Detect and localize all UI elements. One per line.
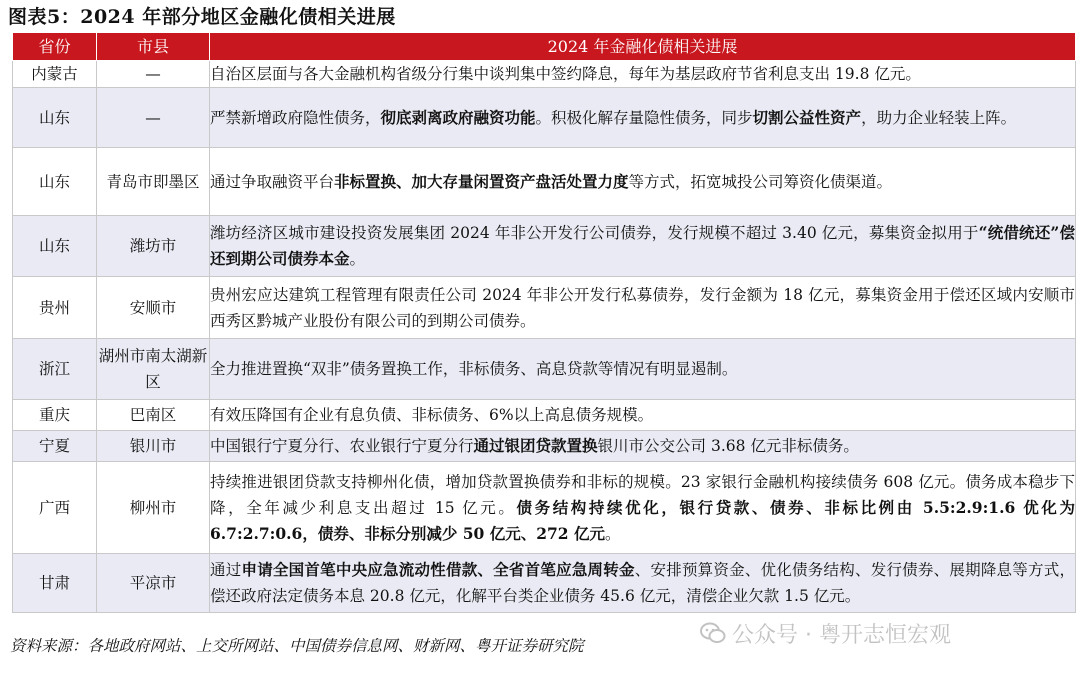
body-text: 全力推进置换“双非”债务置换工作，非标债务、高息贷款等情况有明显遏制。	[210, 360, 738, 378]
row-city: —	[97, 61, 210, 88]
row-province: 广西	[13, 462, 97, 554]
row-city: —	[97, 88, 210, 148]
emphasis-text: 债务结构持续优化，银行贷款、债券、非标比例由 5.5:2.9:1.6 优化为 6.7:2.7:0.6，债券、非标分别减少 50 亿元、272 亿元	[210, 497, 1075, 543]
emphasis-text: 切割公益性资产	[752, 107, 862, 127]
body-text: 。积极化解存量隐性债务，同步	[535, 108, 753, 127]
table-row	[13, 400, 1076, 431]
body-text: 贵州宏应达建筑工程管理有限责任公司 2024 年非公开发行私募债券，发行金额为 18 亿元，募集资金用于偿还区域内安顺市西秀区黔城产业股份有限公司的到期公司债券。	[210, 285, 1075, 330]
row-progress	[210, 61, 1076, 88]
body-text: 。	[604, 524, 621, 543]
row-city: 潍坊市	[97, 216, 210, 277]
body-text: 等方式，拓宽城投公司筹资化债渠道。	[628, 172, 893, 191]
body-text: 。	[349, 250, 366, 268]
row-progress	[210, 462, 1076, 554]
row-progress	[210, 277, 1076, 339]
row-province: 宁夏	[13, 431, 97, 462]
row-city: 湖州市南太湖新区	[97, 339, 210, 400]
table-row	[13, 277, 1076, 339]
body-text: 中国银行宁夏分行、农业银行宁夏分行	[210, 437, 474, 455]
body-text: 潍坊经济区城市建设投资发展集团 2024 年非公开发行公司债券，发行规模不超过 3.40 亿元，募集资金拟用于	[210, 224, 979, 242]
table-row	[13, 148, 1076, 216]
emphasis-text: 通过银团贷款置换	[473, 436, 598, 455]
row-province: 山东	[13, 88, 97, 148]
table-header-row	[13, 33, 1076, 61]
table-row	[13, 431, 1076, 462]
row-progress	[210, 88, 1076, 148]
row-progress	[210, 339, 1076, 400]
figure-title: 图表5：2024 年部分地区金融化债相关进展	[8, 6, 396, 28]
header-progress: 2024 年金融化债相关进展	[210, 33, 1076, 61]
row-progress	[210, 400, 1076, 431]
row-city: 安顺市	[97, 277, 210, 339]
row-province: 内蒙古	[13, 61, 97, 88]
row-city: 柳州市	[97, 462, 210, 554]
progress-table	[12, 32, 1076, 613]
body-text: 通过	[210, 561, 242, 579]
row-province: 甘肃	[13, 554, 97, 613]
body-text: 自治区层面与各大金融机构省级分行集中谈判集中签约降息，每年为基层政府节省利息支出 19.8 亿元。	[210, 65, 921, 83]
body-text: 、安排预算资金、优化债务结构、发行债券、展期降息等方式，偿还政府法定债务本息 20.8 亿元，化解平台类企业债务 45.6 亿元，清偿企业欠款 1.5 亿元。	[210, 561, 1075, 605]
wechat-icon	[700, 621, 726, 645]
row-province: 山东	[13, 216, 97, 277]
table-row	[13, 61, 1076, 88]
table-row	[13, 216, 1076, 277]
row-city: 银川市	[97, 431, 210, 462]
body-text: 严禁新增政府隐性债务，	[210, 108, 381, 127]
row-progress	[210, 554, 1076, 613]
watermark	[700, 618, 951, 648]
row-province: 山东	[13, 148, 97, 216]
watermark-text: 公众号 · 粤开志恒宏观	[732, 622, 951, 648]
source-note: 资料来源：各地政府网站、上交所网站、中国债券信息网、财新网、粤开证券研究院	[10, 637, 584, 655]
row-city: 青岛市即墨区	[97, 148, 210, 216]
row-city: 平凉市	[97, 554, 210, 613]
row-province: 贵州	[13, 277, 97, 339]
table-row	[13, 554, 1076, 613]
table-row	[13, 88, 1076, 148]
body-text: 有效压降国有企业有息负债、非标债务、6%以上高息债务规模。	[210, 406, 654, 424]
row-city: 巴南区	[97, 400, 210, 431]
row-progress	[210, 148, 1076, 216]
row-province: 浙江	[13, 339, 97, 400]
table-row	[13, 462, 1076, 554]
body-text: ，助力企业轻装上阵。	[861, 108, 1017, 127]
body-text: 银川市公交公司 3.68 亿元非标债务。	[597, 437, 859, 455]
header-city: 市县	[97, 33, 210, 61]
row-progress	[210, 216, 1076, 277]
row-province: 重庆	[13, 400, 97, 431]
emphasis-text: 申请全国首笔中央应急流动性借款、全省首笔应急周转金	[241, 560, 635, 579]
body-text: 持续推进银团贷款支持柳州化债，增加贷款置换债券和非标的规模。23 家银行金融机构接续债务 608 亿元。债务成本稳步下降，全年减少利息支出超过 15 亿元。	[210, 472, 1075, 517]
header-province: 省份	[13, 33, 97, 61]
emphasis-text: 非标置换、加大存量闲置资产盘活处置力度	[334, 171, 629, 191]
emphasis-text: 彻底剥离政府融资功能	[380, 107, 536, 127]
body-text: 通过争取融资平台	[210, 172, 335, 191]
emphasis-text: “统借统还”偿还到期公司债券本金	[210, 223, 1075, 268]
row-progress	[210, 431, 1076, 462]
table-row	[13, 339, 1076, 400]
